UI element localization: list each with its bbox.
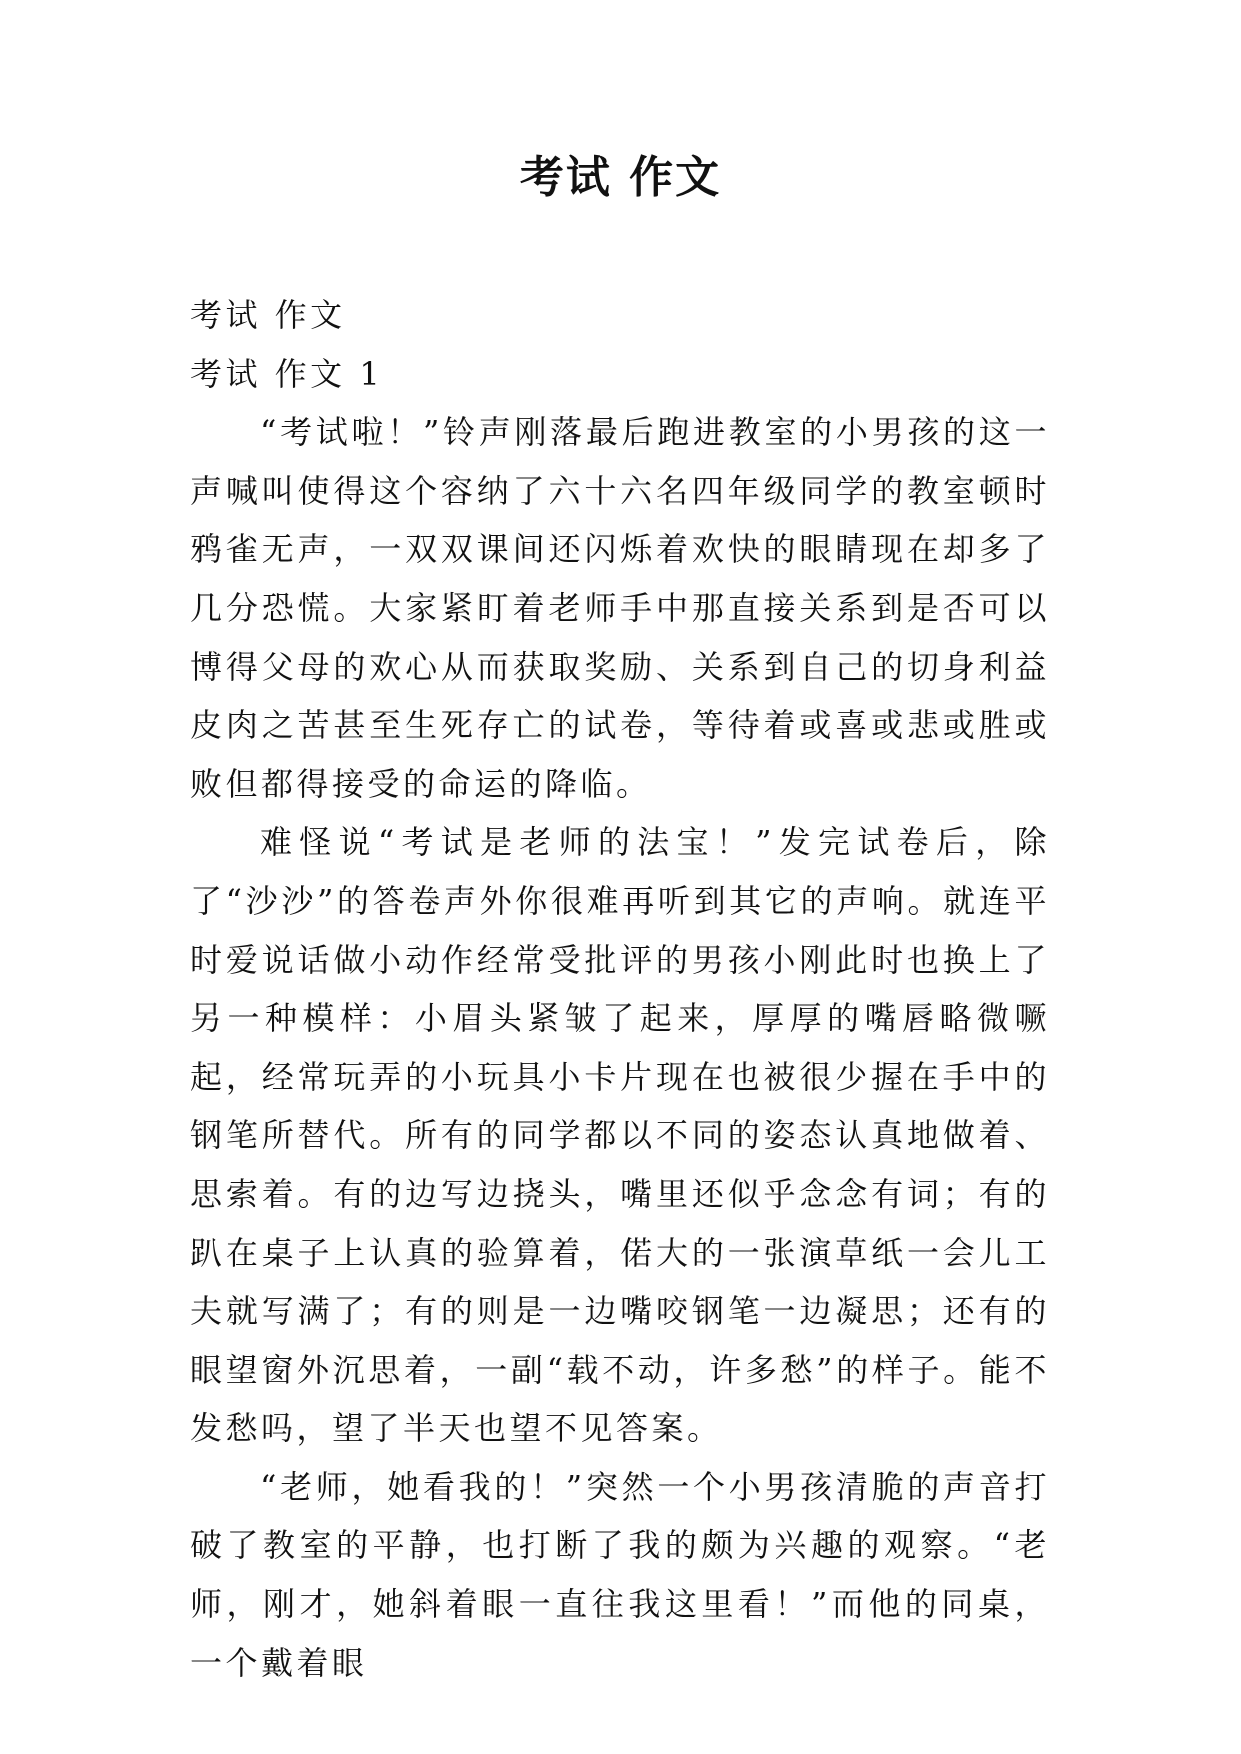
document-title: 考试 作文 <box>519 152 722 203</box>
paragraph: “老师，她看我的！”突然一个小男孩清脆的声音打破了教室的平静，也打断了我的颇为兴趣的观察。“老师，刚才，她斜着眼一直往我这里看！”而他的同桌，一个戴着眼 <box>190 1467 1050 1682</box>
section-heading: 考试 作文 1 <box>190 354 384 393</box>
paragraph: “考试啦！”铃声刚落最后跑进教室的小男孩的这一声喊叫使得这个容纳了六十六名四年级同学的教室顿时鸦雀无声，一双双课间还闪烁着欢快的眼睛现在却多了几分恐慌。大家紧盯着老师手中那直接关系到是否可以博得父母的欢心从而获取奖励、关系到自己的切身利益皮肉之苦甚至生死存亡的试卷，等待着或喜或悲或胜或败但都得接受的命运的降临。 <box>190 413 1050 803</box>
document-body <box>190 286 1050 1692</box>
heading-line: 考试 作文 <box>190 296 346 334</box>
paragraph: 难怪说“考试是老师的法宝！”发完试卷后，除了“沙沙”的答卷声外你很难再听到其它的声响。就连平时爱说话做小动作经常受批评的男孩小刚此时也换上了另一种模样：小眉头紧皱了起来，厚厚的嘴唇略微噘起，经常玩弄的小玩具小卡片现在也被很少握在手中的钢笔所替代。所有的同学都以不同的姿态认真地做着、思索着。有的边写边挠头，嘴里还似乎念念有词；有的趴在桌子上认真的验算着，偌大的一张演草纸一会儿工夫就写满了；有的则是一边嘴咬钢笔一边凝思；还有的眼望窗外沉思着，一副“载不动，许多愁”的样子。能不发愁吗，望了半天也望不见答案。 <box>190 823 1050 1448</box>
